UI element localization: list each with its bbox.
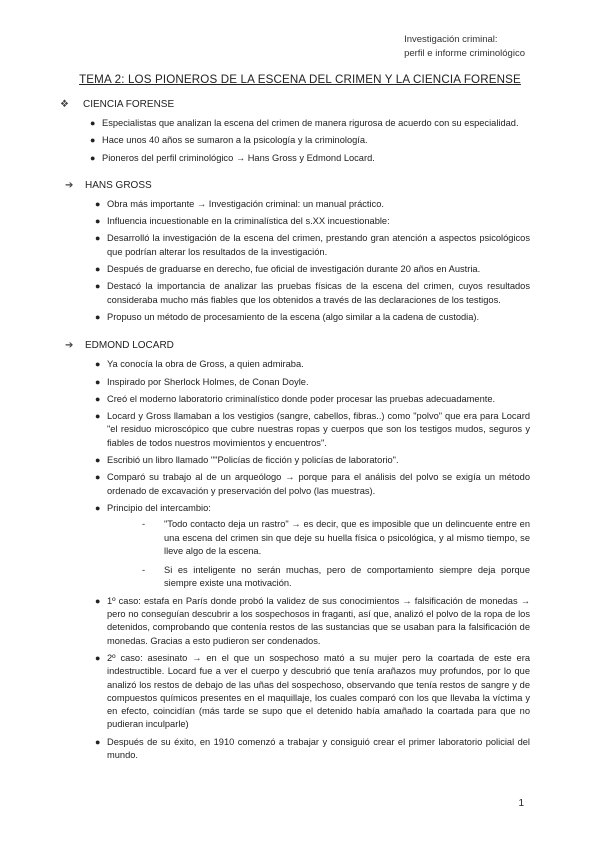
round-bullet-icon: ●	[95, 595, 101, 606]
arrow-bullet-icon: ➔	[65, 180, 74, 192]
list-hans-gross	[95, 198, 530, 324]
round-bullet-icon: ●	[95, 216, 101, 227]
list-ciencia-forense	[90, 117, 530, 165]
round-bullet-icon: ●	[95, 411, 101, 422]
list-item: ● 2º caso: asesinato → en el que un sospechoso mató a su mujer pero la coartada de este era indestructible. Locard fue a ver el cuerpo y descubrió que tenía arañazos muy profundos, por lo que analizó los restos de debajo de las uñas del sospechoso, observando que tenía restos de sangre y de compuestos químicos presentes en el maquillaje, los cuales comparó con los que llevaba la víctima y en efecto, coincidían (más tarde se supo que el detenido había amañado la coartada para que no pudieran inculparle)	[95, 652, 530, 730]
list-item: ● Inspirado por Sherlock Holmes, de Conan Doyle.	[107, 376, 530, 389]
round-bullet-icon: ●	[95, 198, 101, 209]
sub-list-item: - "Todo contacto deja un rastro" → es decir, que es imposible que un delincuente entre en una escena del crimen sin que deje su huella física o psicológica, y al mismo tiempo, se lleve algo de la escena.	[142, 519, 530, 556]
round-bullet-icon: ●	[95, 472, 101, 483]
list-item: ● Obra más importante → Investigación criminal: un manual práctico.	[107, 198, 530, 211]
round-bullet-icon: ●	[95, 376, 101, 387]
round-bullet-icon: ●	[95, 281, 101, 292]
section-title: CIENCIA FORENSE	[83, 98, 175, 110]
diamond-bullet-icon: ❖	[60, 98, 69, 110]
round-bullet-icon: ●	[95, 502, 101, 513]
round-bullet-icon: ●	[90, 152, 96, 163]
sublist-intercambio	[142, 518, 530, 590]
list-item: ● Especialistas que analizan la escena del crimen de manera rigurosa de acuerdo con su especialidad.	[102, 117, 530, 130]
list-item: ● Principio del intercambio: - "Todo contacto deja un rastro" → es decir, que es imposible que un delincuente entre en una escena del crimen sin que deje su huella física o psicológica, y al mismo tiempo, se lleve algo de la escena. - Si es inteligente no serán muchas, pero de comportamiento siempre deja porque siempre existe una motivación.	[107, 502, 530, 591]
page-number: 1	[518, 798, 524, 809]
dash-bullet-icon: -	[142, 565, 146, 576]
document-body	[60, 97, 530, 762]
running-header	[404, 33, 525, 61]
sub-list-item: - Si es inteligente no serán muchas, pero de comportamiento siempre deja porque siempre existe una motivación.	[142, 565, 530, 589]
round-bullet-icon: ●	[95, 359, 101, 370]
list-item: ● Locard y Gross llamaban a los vestigios (sangre, cabellos, fibras..) como "polvo" que era para Locard "el residuo microscópico que cubre nuestras ropas y cuerpos que son los testigos mudos, seguros y fiables de todos nuestros movimientos y encuentros".	[95, 411, 530, 448]
round-bullet-icon: ●	[95, 233, 101, 244]
arrow-bullet-icon: ➔	[65, 339, 74, 351]
round-bullet-icon: ●	[95, 311, 101, 322]
section-heading-hans-gross	[65, 179, 530, 193]
list-item: ● Después de graduarse en derecho, fue oficial de investigación durante 20 años en Austria.	[107, 263, 530, 276]
list-item: ● Ya conocía la obra de Gross, a quien admiraba.	[107, 358, 530, 371]
list-item: ● Desarrolló la investigación de la escena del crimen, prestando gran atención a aspectos psicológicos que podrían alterar los resultados de la investigación.	[95, 233, 530, 257]
section-heading-ciencia-forense	[60, 97, 530, 111]
list-item: ● Destacó la importancia de analizar las pruebas físicas de la escena del crimen, cuyos resultados consideraba mucho más fiables que los obtenidos a través de las declaraciones de los testigos.	[95, 281, 530, 305]
list-item: ● Escribió un libro llamado ""Policías de ficción y policías de laboratorio".	[107, 454, 530, 467]
dash-bullet-icon: -	[142, 519, 146, 530]
round-bullet-icon: ●	[95, 736, 101, 747]
list-edmond-locard	[95, 358, 530, 762]
list-item: ● Propuso un método de procesamiento de la escena (algo similar a la cadena de custodia).	[107, 311, 530, 324]
section-title: HANS GROSS	[85, 180, 152, 192]
round-bullet-icon: ●	[90, 118, 96, 128]
header-line-2: perfil e informe criminológico	[404, 48, 525, 59]
round-bullet-icon: ●	[95, 393, 101, 404]
list-item: ● Después de su éxito, en 1910 comenzó a trabajar y consiguió crear el primer laboratorio policial del mundo.	[95, 736, 530, 760]
list-item: ● Hace unos 40 años se sumaron a la psicología y la criminología.	[102, 134, 530, 147]
round-bullet-icon: ●	[90, 135, 96, 146]
list-item: ● Comparó su trabajo al de un arqueólogo → porque para el análisis del polvo se exigía un método ordenado de excavación y preservación del polvo (las muestras).	[95, 472, 530, 496]
round-bullet-icon: ●	[95, 455, 101, 466]
section-title: EDMOND LOCARD	[85, 339, 174, 351]
round-bullet-icon: ●	[95, 652, 101, 663]
list-item: ● Influencia incuestionable en la criminalística del s.XX incuestionable:	[107, 215, 530, 228]
header-line-1: Investigación criminal:	[404, 34, 498, 45]
page-title: TEMA 2: LOS PIONEROS DE LA ESCENA DEL CRIMEN Y LA CIENCIA FORENSE	[79, 73, 521, 86]
list-item: ● Creó el moderno laboratorio criminalístico donde poder procesar las pruebas adecuadamente.	[107, 393, 530, 406]
round-bullet-icon: ●	[95, 264, 101, 275]
list-item: ● 1º caso: estafa en París donde probó la validez de sus conocimientos → falsificación de monedas → pero no conseguían descubrir a los sospechosos in fraganti, así que, analizó el polvo de la ropa de los detenidos, comprobando que contenía restos de las sustancias que se usaban para la falsificación de monedas. Gracias a esto pudieron ser condenados.	[95, 595, 530, 646]
section-heading-edmond-locard	[65, 338, 530, 352]
list-item: ● Pioneros del perfil criminológico → Hans Gross y Edmond Locard.	[102, 152, 530, 165]
